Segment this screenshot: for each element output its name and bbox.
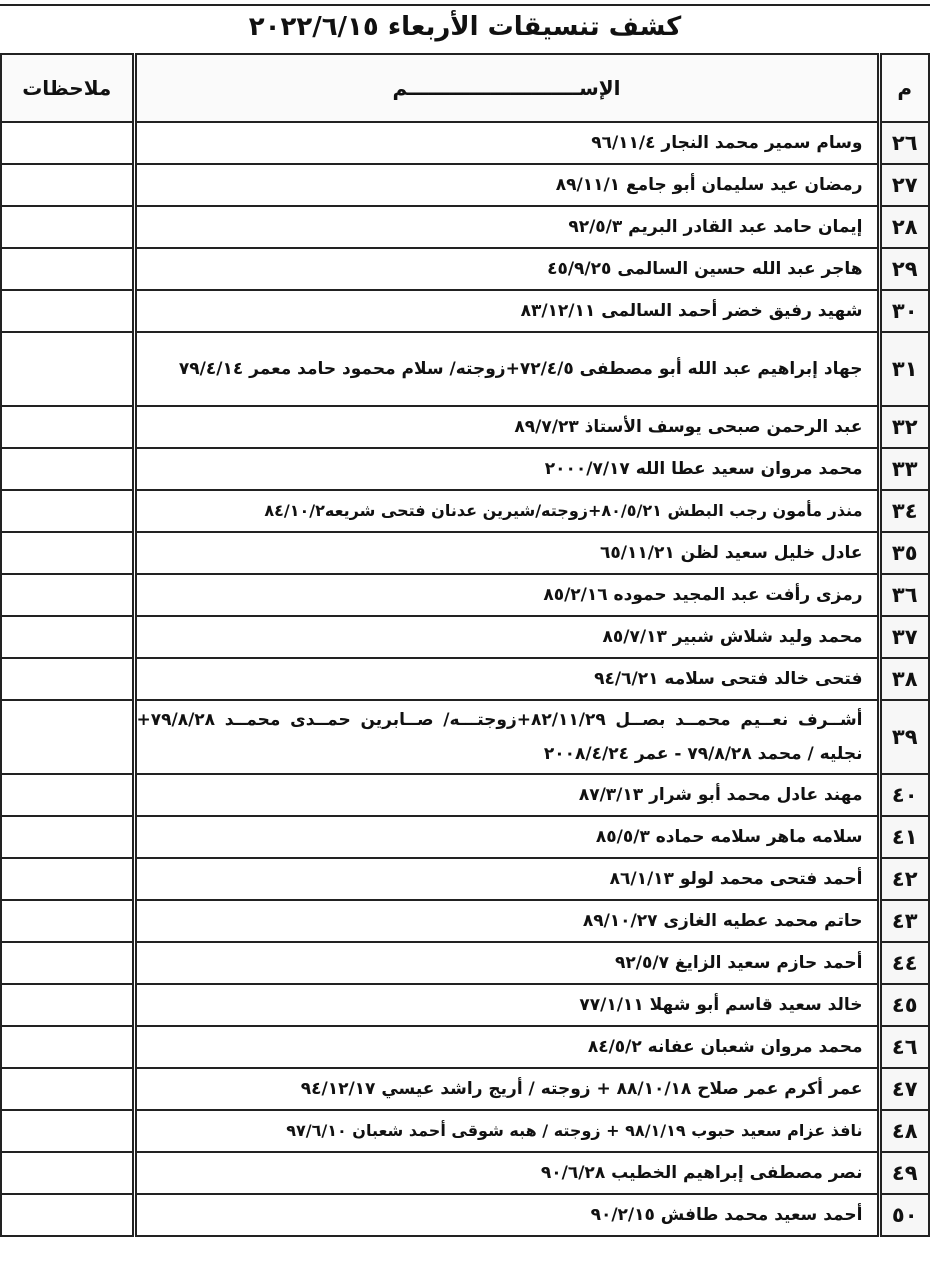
row-name: شهيد رفيق خضر أحمد السالمى ٨٣/١٢/١١ — [134, 290, 879, 332]
row-number: ٣١ — [879, 332, 929, 406]
table-row — [1, 532, 929, 574]
row-number: ٤٠ — [879, 774, 929, 816]
row-number: ٣٢ — [879, 406, 929, 448]
row-notes — [1, 1068, 134, 1110]
table-row — [1, 490, 929, 532]
row-name: فتحى خالد فتحى سلامه ٩٤/٦/٢١ — [134, 658, 879, 700]
row-notes — [1, 774, 134, 816]
row-notes — [1, 942, 134, 984]
row-number: ٣٣ — [879, 448, 929, 490]
row-name: عبد الرحمن صبحى يوسف الأستاذ ٨٩/٧/٢٣ — [134, 406, 879, 448]
row-name: جهاد إبراهيم عبد الله أبو مصطفى ٧٢/٤/٥+زوجته/ سلام محمود حامد معمر ٧٩/٤/١٤ — [134, 332, 879, 406]
row-name: أشــرف نعــيم محمــد بصــل ٨٢/١١/٢٩+زوجتـــه/ صــابرين حمــدى محمــد ٧٩/٨/٢٨+ نجليه / محمد ٧٩/٨/٢٨ - عمر ٢٠٠٨/٤/٢٤ — [134, 700, 879, 774]
header-notes: ملاحظات — [1, 54, 134, 122]
row-number: ٢٩ — [879, 248, 929, 290]
row-name: محمد مروان سعيد عطا الله ٢٠٠٠/٧/١٧ — [134, 448, 879, 490]
row-number: ٤٩ — [879, 1152, 929, 1194]
row-notes — [1, 1026, 134, 1068]
table-row — [1, 206, 929, 248]
table-row — [1, 448, 929, 490]
table-row — [1, 1026, 929, 1068]
table-row — [1, 332, 929, 406]
row-number: ٣٦ — [879, 574, 929, 616]
table-row — [1, 574, 929, 616]
table-row — [1, 1068, 929, 1110]
row-notes — [1, 984, 134, 1026]
row-name: وسام سمير محمد النجار ٩٦/١١/٤ — [134, 122, 879, 164]
row-name: أحمد فتحى محمد لولو ٨٦/١/١٣ — [134, 858, 879, 900]
header-number: م — [879, 54, 929, 122]
row-number: ٣٩ — [879, 700, 929, 774]
table-row — [1, 122, 929, 164]
row-number: ٢٧ — [879, 164, 929, 206]
row-name: سلامه ماهر سلامه حماده ٨٥/٥/٣ — [134, 816, 879, 858]
row-name: رمضان عيد سليمان أبو جامع ٨٩/١١/١ — [134, 164, 879, 206]
row-number: ٤٨ — [879, 1110, 929, 1152]
names-table — [0, 53, 930, 1237]
row-notes — [1, 1110, 134, 1152]
row-notes — [1, 406, 134, 448]
row-notes — [1, 616, 134, 658]
table-row — [1, 816, 929, 858]
row-notes — [1, 658, 134, 700]
row-name: محمد مروان شعبان عفانه ٨٤/٥/٢ — [134, 1026, 879, 1068]
row-notes — [1, 816, 134, 858]
row-number: ٥٠ — [879, 1194, 929, 1236]
row-number: ٢٨ — [879, 206, 929, 248]
row-notes — [1, 206, 134, 248]
row-number: ٣٥ — [879, 532, 929, 574]
table-row — [1, 774, 929, 816]
table-row — [1, 248, 929, 290]
row-name: خالد سعيد قاسم أبو شهلا ٧٧/١/١١ — [134, 984, 879, 1026]
row-notes — [1, 332, 134, 406]
table-row — [1, 1194, 929, 1236]
header-name: الإســـــــــــــــــــــــــم — [134, 54, 879, 122]
row-name: هاجر عبد الله حسين السالمى ٤٥/٩/٢٥ — [134, 248, 879, 290]
row-notes — [1, 532, 134, 574]
page-title: كشف تنسيقات الأربعاء ٢٠٢٢/٦/١٥ — [248, 12, 682, 42]
row-notes — [1, 490, 134, 532]
row-notes — [1, 1194, 134, 1236]
row-name: رمزى رأفت عبد المجيد حموده ٨٥/٢/١٦ — [134, 574, 879, 616]
row-notes — [1, 700, 134, 774]
row-name: أحمد حازم سعيد الزايغ ٩٢/٥/٧ — [134, 942, 879, 984]
table-row — [1, 942, 929, 984]
row-number: ٣٤ — [879, 490, 929, 532]
row-number: ٣٧ — [879, 616, 929, 658]
row-number: ٢٦ — [879, 122, 929, 164]
row-notes — [1, 164, 134, 206]
row-number: ٤١ — [879, 816, 929, 858]
row-number: ٣٠ — [879, 290, 929, 332]
table-row — [1, 290, 929, 332]
table-header-row — [1, 54, 929, 122]
row-number: ٤٣ — [879, 900, 929, 942]
table-row — [1, 616, 929, 658]
row-name: إيمان حامد عبد القادر البريم ٩٢/٥/٣ — [134, 206, 879, 248]
table-row — [1, 900, 929, 942]
row-notes — [1, 448, 134, 490]
table-row — [1, 164, 929, 206]
row-number: ٣٨ — [879, 658, 929, 700]
row-number: ٤٧ — [879, 1068, 929, 1110]
row-name: عادل خليل سعيد لظن ٦٥/١١/٢١ — [134, 532, 879, 574]
table-row — [1, 700, 929, 774]
row-notes — [1, 858, 134, 900]
table-row — [1, 658, 929, 700]
row-notes — [1, 122, 134, 164]
table-row — [1, 984, 929, 1026]
table-row — [1, 1110, 929, 1152]
row-notes — [1, 1152, 134, 1194]
row-name: أحمد سعيد محمد طافش ٩٠/٢/١٥ — [134, 1194, 879, 1236]
row-name: نصر مصطفى إبراهيم الخطيب ٩٠/٦/٢٨ — [134, 1152, 879, 1194]
row-name: مهند عادل محمد أبو شرار ٨٧/٣/١٣ — [134, 774, 879, 816]
row-notes — [1, 290, 134, 332]
row-number: ٤٦ — [879, 1026, 929, 1068]
table-body — [1, 122, 929, 1236]
row-notes — [1, 900, 134, 942]
table-row — [1, 858, 929, 900]
row-number: ٤٥ — [879, 984, 929, 1026]
row-notes — [1, 248, 134, 290]
row-name: عمر أكرم عمر صلاح ٨٨/١٠/١٨ + زوجته / أريج راشد عيسي ٩٤/١٢/١٧ — [134, 1068, 879, 1110]
table-row — [1, 1152, 929, 1194]
row-name: نافذ عزام سعيد حبوب ٩٨/١/١٩ + زوجته / هبه شوقى أحمد شعبان ٩٧/٦/١٠ — [134, 1110, 879, 1152]
row-number: ٤٤ — [879, 942, 929, 984]
row-name: محمد وليد شلاش شبير ٨٥/٧/١٣ — [134, 616, 879, 658]
row-number: ٤٢ — [879, 858, 929, 900]
row-notes — [1, 574, 134, 616]
table-row — [1, 406, 929, 448]
row-name: منذر مأمون رجب البطش ٨٠/٥/٢١+زوجته/شيرين عدنان فتحى شريعه٨٤/١٠/٢ — [134, 490, 879, 532]
row-name: حاتم محمد عطيه الغازى ٨٩/١٠/٢٧ — [134, 900, 879, 942]
